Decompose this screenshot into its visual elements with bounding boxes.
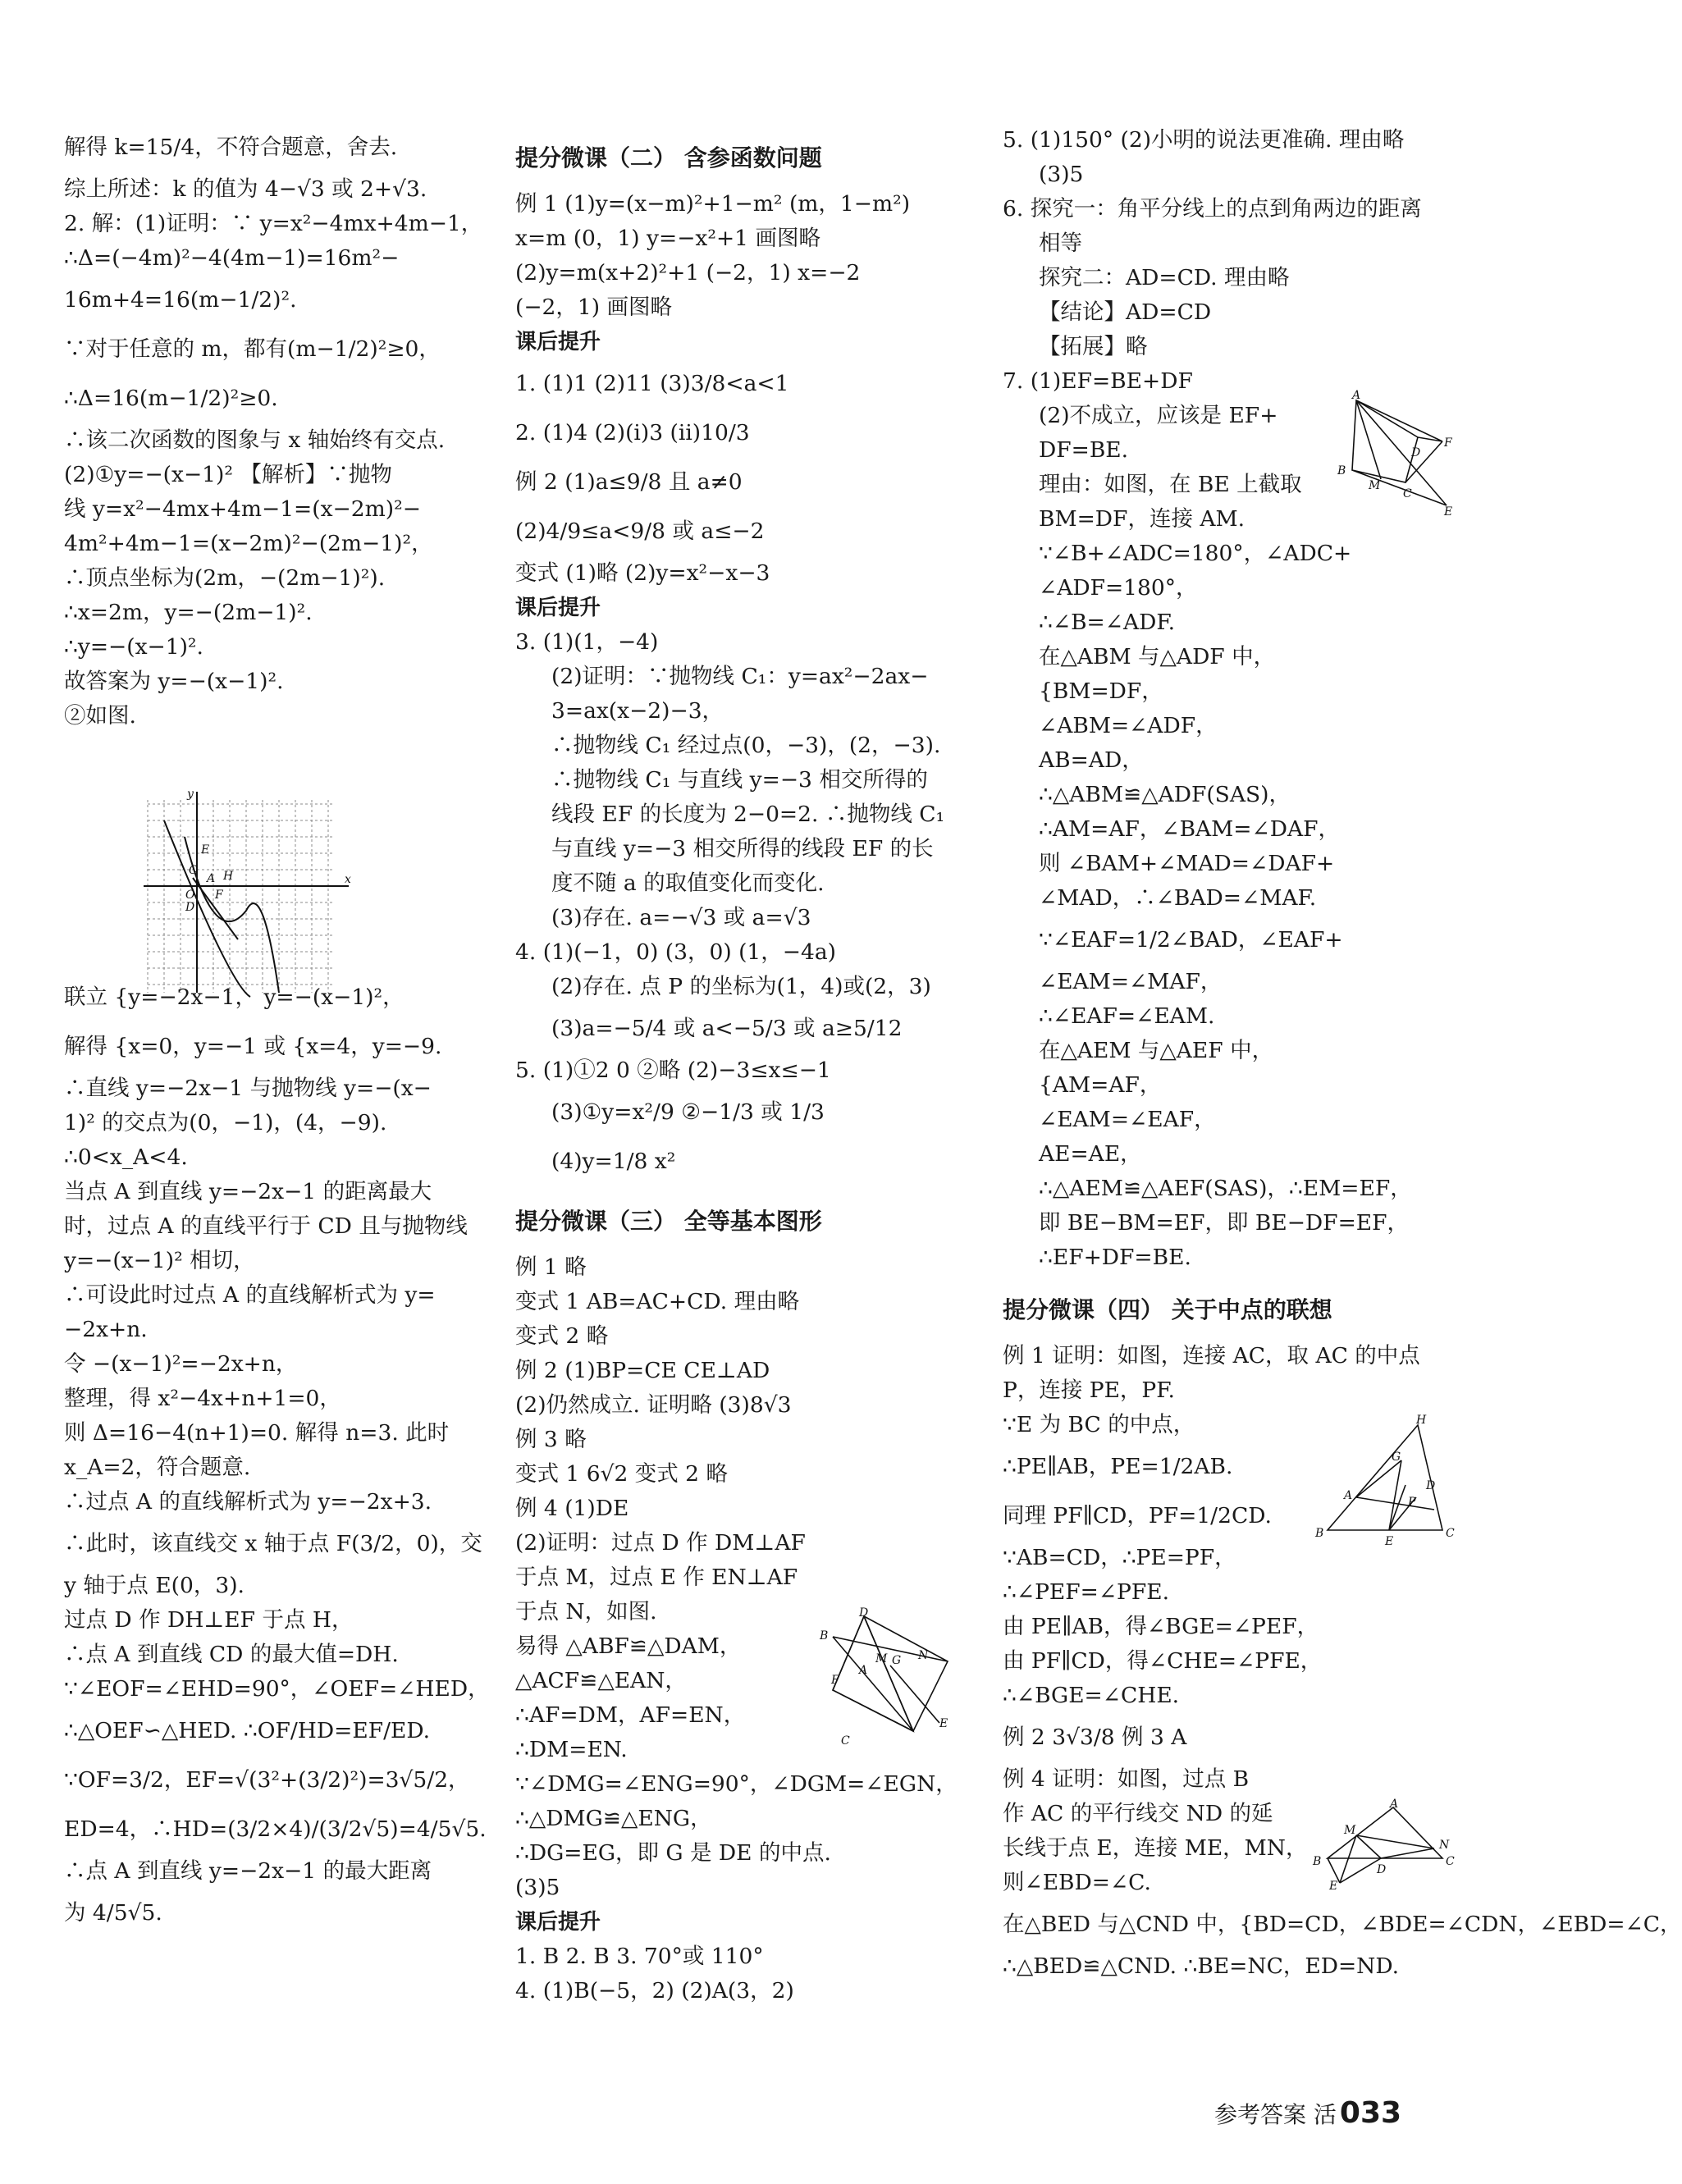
text-line: ∴EF+DF=BE.: [1039, 1245, 1191, 1270]
fig-label: A: [859, 1664, 868, 1677]
subheading: 课后提升: [515, 1910, 601, 1935]
text-line: 例 3 略: [515, 1427, 587, 1452]
text-line: ∠ADF=180°，: [1039, 575, 1198, 601]
fig-label: B: [1315, 1527, 1324, 1540]
text-line: 1. (1)1 (2)11 (3)3/8<a<1: [515, 371, 789, 396]
text-line: ∴抛物线 C₁ 经过点(0，−3)，(2，−3).: [551, 733, 941, 758]
text-line: ∴可设此时过点 A 的直线解析式为 y=: [64, 1282, 436, 1308]
fig-label: E: [1444, 505, 1453, 519]
text-line: 令 −(x−1)²=−2x+n，: [64, 1351, 298, 1377]
text-line: ∠EAM=∠MAF，: [1039, 969, 1223, 994]
text-line: ∴抛物线 C₁ 与直线 y=−3 相交所得的: [551, 767, 928, 793]
text-line: ∴y=−(x−1)².: [64, 634, 203, 660]
text-line: 理由：如图，在 BE 上截取: [1039, 472, 1302, 497]
text-line: 例 2 (1)a≤9/8 且 a≠0: [515, 469, 743, 495]
graph-label: F: [215, 889, 223, 902]
fig-label: G: [1392, 1451, 1401, 1464]
text-line: 5. (1)150° (2)小明的说法更准确. 理由略: [1003, 127, 1405, 153]
section-heading: 提分微课（四） 关于中点的联想: [1003, 1296, 1332, 1323]
graph-label: y: [187, 788, 194, 801]
text-line: {BM=DF，: [1039, 679, 1163, 704]
page-footer: [1214, 2096, 1401, 2130]
text-line: 4. (1)B(−5，2) (2)A(3，2): [515, 1978, 794, 2004]
text-line: ∴点 A 到直线 y=−2x−1 的最大距离: [64, 1858, 432, 1884]
text-line: (3)存在. a=−√3 或 a=√3: [551, 905, 811, 930]
text-line: 在△AEM 与△AEF 中，: [1039, 1038, 1274, 1063]
text-line: 同理 PF∥CD，PF=1/2CD.: [1003, 1503, 1272, 1528]
text-line: 易得 △ABF≌△DAM，: [515, 1633, 742, 1659]
text-line: ∵∠EAF=1/2∠BAD，∠EAF+: [1039, 927, 1343, 953]
text-line: ∴PE∥AB，PE=1/2AB.: [1003, 1454, 1233, 1479]
text-line: ∴△AEM≌△AEF(SAS)，∴EM=EF，: [1039, 1176, 1412, 1201]
text-line: 2. (1)4 (2)(i)3 (ii)10/3: [515, 420, 750, 445]
fig-label: A: [1390, 1798, 1399, 1811]
text-line: 即 BE−BM=EF，即 BE−DF=EF，: [1039, 1210, 1410, 1236]
graph-label: x: [345, 873, 351, 886]
fig-label: C: [1446, 1527, 1455, 1540]
graph-label: O: [185, 889, 195, 902]
text-line: 16m+4=16(m−1/2)².: [64, 287, 297, 313]
text-line: 3=ax(x−2)−3，: [551, 698, 724, 724]
text-line: 则∠EBD=∠C.: [1003, 1870, 1151, 1895]
fig-label: A: [1344, 1489, 1353, 1502]
fig-label: F: [1444, 436, 1452, 450]
text-line: {AM=AF，: [1039, 1072, 1162, 1098]
text-line: 作 AC 的平行线交 ND 的延: [1003, 1801, 1273, 1826]
text-line: ∵∠EOF=∠EHD=90°，∠OEF=∠HED，: [64, 1676, 490, 1702]
text-line: (3)5: [1039, 162, 1084, 187]
text-line: 1. B 2. B 3. 70°或 110°: [515, 1944, 764, 1969]
text-line: 则 ∠BAM+∠MAD=∠DAF+: [1039, 851, 1335, 876]
text-line: ∴△DMG≌△ENG，: [515, 1806, 712, 1831]
text-line: 【结论】AD=CD: [1039, 299, 1212, 325]
fig-label: F: [831, 1674, 839, 1687]
fig-label: A: [1352, 389, 1361, 402]
text-line: ∴△OEF∽△HED. ∴OF/HD=EF/ED.: [64, 1718, 431, 1743]
text-line: ∵E 为 BC 的中点，: [1003, 1412, 1195, 1437]
text-line: 相等: [1039, 231, 1082, 256]
text-line: (−2，1) 画图略: [515, 295, 673, 320]
text-line: 由 PE∥AB，得∠BGE=∠PEF，: [1003, 1614, 1319, 1639]
text-line: ∴∠B=∠ADF.: [1039, 610, 1176, 635]
text-line: −2x+n.: [64, 1317, 148, 1342]
fig-label: C: [1403, 487, 1412, 500]
text-line: (2)证明：∵抛物线 C₁：y=ax²−2ax−: [551, 664, 929, 689]
text-line: (3)a=−5/4 或 a<−5/3 或 a≥5/12: [551, 1016, 903, 1041]
graph-label: A: [207, 872, 216, 885]
fig-label: H: [1416, 1414, 1427, 1427]
text-line: ∵对于任意的 m，都有(m−1/2)²≥0，: [64, 336, 441, 362]
fig-label: D: [1426, 1479, 1436, 1492]
text-line: ∵∠B+∠ADC=180°，∠ADC+: [1039, 541, 1352, 566]
fig-label: C: [1446, 1855, 1455, 1868]
text-line: 解得 k=15/4，不符合题意，舍去.: [64, 135, 398, 160]
text-line: (2)存在. 点 P 的坐标为(1，4)或(2，3): [551, 974, 931, 999]
text-line: 3. (1)(1，−4): [515, 629, 659, 655]
text-line: 5. (1)①2 0 ②略 (2)−3≤x≤−1: [515, 1058, 831, 1083]
fig-label: E: [1329, 1880, 1338, 1893]
fig-label: N: [918, 1649, 929, 1662]
text-line: 变式 2 略: [515, 1323, 609, 1349]
fig-label: C: [841, 1734, 850, 1748]
section-heading: 提分微课（二） 含参函数问题: [515, 144, 822, 171]
text-line: 例 4 证明：如图，过点 B: [1003, 1766, 1250, 1792]
text-line: ∴过点 A 的直线解析式为 y=−2x+3.: [64, 1489, 432, 1515]
text-line: 例 4 (1)DE: [515, 1496, 629, 1521]
page-number: 033: [1339, 2096, 1402, 2130]
text-line: P，连接 PE，PF.: [1003, 1378, 1175, 1403]
text-line: 变式 1 6√2 变式 2 略: [515, 1461, 728, 1487]
text-line: x=m (0，1) y=−x²+1 画图略: [515, 226, 820, 251]
text-line: ②如图.: [64, 703, 136, 729]
text-line: ∠EAM=∠EAF，: [1039, 1107, 1216, 1132]
text-line: ED=4，∴HD=(3/2×4)/(3/2√5)=4/5√5.: [64, 1816, 487, 1842]
text-line: ∴x=2m，y=−(2m−1)².: [64, 600, 313, 625]
text-line: 过点 D 作 DH⊥EF 于点 H，: [64, 1607, 354, 1633]
text-line: △ACF≌△EAN，: [515, 1668, 687, 1693]
text-line: (2)y=m(x+2)²+1 (−2，1) x=−2: [515, 260, 861, 286]
text-line: ∵∠DMG=∠ENG=90°，∠DGM=∠EGN，: [515, 1771, 958, 1797]
text-line: (3)5: [515, 1875, 560, 1900]
text-line: 变式 1 AB=AC+CD. 理由略: [515, 1289, 800, 1314]
text-line: ∴∠BGE=∠CHE.: [1003, 1683, 1180, 1708]
fig-label: B: [820, 1629, 829, 1643]
text-line: ∴直线 y=−2x−1 与抛物线 y=−(x−: [64, 1076, 432, 1101]
square-rotation-figure: [816, 1608, 956, 1748]
text-line: ∴0<x_A<4.: [64, 1145, 188, 1170]
text-line: ∠ABM=∠ADF，: [1039, 713, 1218, 738]
text-line: ∵AB=CD，∴PE=PF，: [1003, 1545, 1236, 1570]
column-left: [64, 123, 507, 1938]
text-line: 综上所述：k 的值为 4−√3 或 2+√3.: [64, 176, 427, 202]
text-line: 为 4/5√5.: [64, 1900, 162, 1926]
text-line: 时，过点 A 的直线平行于 CD 且与抛物线: [64, 1213, 468, 1239]
text-line: 变式 (1)略 (2)y=x²−x−3: [515, 560, 770, 586]
text-line: 线 y=x²−4mx+4m−1=(x−2m)²−: [64, 496, 421, 522]
text-line: 解得 {x=0，y=−1 或 {x=4，y=−9.: [64, 1034, 442, 1059]
fig-label: G: [892, 1654, 902, 1667]
text-line: (3)①y=x²/9 ②−1/3 或 1/3: [551, 1099, 825, 1125]
fig-label: M: [1369, 479, 1381, 492]
fig-label: B: [1313, 1855, 1322, 1868]
text-line: ∴DG=EG，即 G 是 DE 的中点.: [515, 1840, 831, 1866]
text-line: (2)4/9≤a<9/8 或 a≤−2: [515, 519, 765, 544]
fig-label: D: [1411, 446, 1421, 459]
text-line: ∴∠EAF=∠EAM.: [1039, 1003, 1215, 1029]
text-line: ∴AF=DM，AF=EN，: [515, 1702, 746, 1728]
text-line: y 轴于点 E(0，3).: [64, 1573, 245, 1598]
text-line: 例 2 3√3/8 例 3 A: [1003, 1725, 1187, 1750]
footer-label: 参考答案 活: [1214, 2101, 1337, 2128]
text-line: x_A=2，符合题意.: [64, 1455, 251, 1480]
text-line: ∴顶点坐标为(2m，−(2m−1)²).: [64, 565, 386, 591]
text-line: 度不随 a 的取值变化而变化.: [551, 870, 825, 896]
fig-label: D: [1377, 1863, 1387, 1876]
subheading: 课后提升: [515, 596, 601, 620]
text-line: ∴点 A 到直线 CD 的最大值=DH.: [64, 1642, 399, 1667]
text-line: 线段 EF 的长度为 2−0=2. ∴抛物线 C₁: [551, 802, 945, 827]
text-line: (2)不成立，应该是 EF+: [1039, 403, 1278, 428]
text-line: (4)y=1/8 x²: [551, 1149, 676, 1174]
text-line: 整理，得 x²−4x+n+1=0，: [64, 1386, 341, 1411]
text-line: 于点 M，过点 E 作 EN⊥AF: [515, 1565, 798, 1590]
fig-label: E: [939, 1717, 948, 1730]
text-line: y=−(x−1)² 相切，: [64, 1248, 255, 1273]
fig-label: M: [1344, 1824, 1356, 1837]
quadrilateral-figure: [1336, 389, 1459, 519]
text-line: 于点 N，如图.: [515, 1599, 657, 1624]
text-line: AE=AE，: [1039, 1141, 1142, 1167]
text-line: ∵OF=3/2，EF=√(3²+(3/2)²)=3√5/2，: [64, 1767, 470, 1793]
text-line: ∠MAD，∴∠BAD=∠MAF.: [1039, 885, 1317, 911]
text-line: DF=BE.: [1039, 437, 1129, 463]
text-line: 探究二：AD=CD. 理由略: [1039, 265, 1290, 290]
text-line: (2)①y=−(x−1)² 【解析】∵抛物: [64, 462, 392, 487]
text-line: 故答案为 y=−(x−1)².: [64, 669, 284, 694]
text-line: (2)证明：过点 D 作 DM⊥AF: [515, 1530, 806, 1556]
text-line: ∴Δ=16(m−1/2)²≥0.: [64, 386, 278, 411]
text-line: 7. (1)EF=BE+DF: [1003, 368, 1193, 394]
text-line: 6. 探究一：角平分线上的点到角两边的距离: [1003, 196, 1422, 222]
parabola-graph-figure: [139, 788, 361, 1001]
text-line: (2)仍然成立. 证明略 (3)8√3: [515, 1392, 792, 1418]
fig-label: N: [1439, 1839, 1450, 1852]
text-line: 在△ABM 与△ADF 中，: [1039, 644, 1276, 669]
text-line: 例 1 证明：如图，连接 AC，取 AC 的中点: [1003, 1343, 1420, 1368]
text-line: ∴此时，该直线交 x 轴于点 F(3/2，0)，交: [64, 1531, 482, 1556]
midpoint-extension-figure: [1311, 1798, 1467, 1893]
midpoint-triangle-figure: [1311, 1415, 1459, 1555]
text-line: 2. 解：(1)证明：∵ y=x²−4mx+4m−1，: [64, 211, 483, 236]
text-line: 例 2 (1)BP=CE CE⊥AD: [515, 1358, 770, 1383]
graph-label: D: [185, 901, 195, 914]
fig-label: D: [859, 1606, 869, 1620]
text-line: ∴该二次函数的图象与 x 轴始终有交点.: [64, 427, 446, 453]
section-heading: 提分微课（三） 全等基本图形: [515, 1208, 822, 1235]
graph-label: E: [201, 843, 210, 857]
text-line: BM=DF，连接 AM.: [1039, 506, 1246, 532]
text-line: ∴AM=AF，∠BAM=∠DAF，: [1039, 816, 1340, 842]
fig-label: M: [875, 1652, 888, 1665]
text-line: AB=AD，: [1039, 747, 1144, 773]
text-line: 4. (1)(−1，0) (3，0) (1，−4a): [515, 939, 836, 965]
text-line: ∴∠PEF=∠PFE.: [1003, 1579, 1170, 1605]
text-line: ∴Δ=(−4m)²−4(4m−1)=16m²−: [64, 245, 400, 271]
text-line: 【拓展】略: [1039, 334, 1148, 359]
graph-label: C: [189, 864, 198, 877]
text-line: 联立 {y=−2x−1， y=−(x−1)²，: [64, 985, 405, 1010]
text-line: 例 1 (1)y=(x−m)²+1−m² (m，1−m²): [515, 191, 911, 217]
text-line: 与直线 y=−3 相交所得的线段 EF 的长: [551, 836, 934, 861]
text-line: 当点 A 到直线 y=−2x−1 的距离最大: [64, 1179, 432, 1204]
graph-label: H: [223, 870, 234, 883]
text-line: 在△BED 与△CND 中，{BD=CD，∠BDE=∠CDN，∠EBD=∠C，: [1003, 1912, 1682, 1937]
text-line: 长线于点 E，连接 ME，MN，: [1003, 1835, 1308, 1861]
subheading: 课后提升: [515, 330, 601, 354]
fig-label: P: [1408, 1496, 1416, 1509]
text-line: 4m²+4m−1=(x−2m)²−(2m−1)²，: [64, 531, 433, 556]
fig-label: E: [1385, 1535, 1394, 1548]
text-line: ∴△ABM≌△ADF(SAS)，: [1039, 782, 1291, 807]
text-line: ∴△BED≌△CND. ∴BE=NC，ED=ND.: [1003, 1953, 1400, 1979]
text-line: 则 Δ=16−4(n+1)=0. 解得 n=3. 此时: [64, 1420, 450, 1446]
text-line: 1)² 的交点为(0，−1)，(4，−9).: [64, 1110, 387, 1135]
text-line: 由 PF∥CD，得∠CHE=∠PFE，: [1003, 1648, 1323, 1674]
text-line: ∴DM=EN.: [515, 1737, 628, 1762]
text-line: 例 1 略: [515, 1254, 587, 1280]
fig-label: B: [1337, 464, 1346, 477]
